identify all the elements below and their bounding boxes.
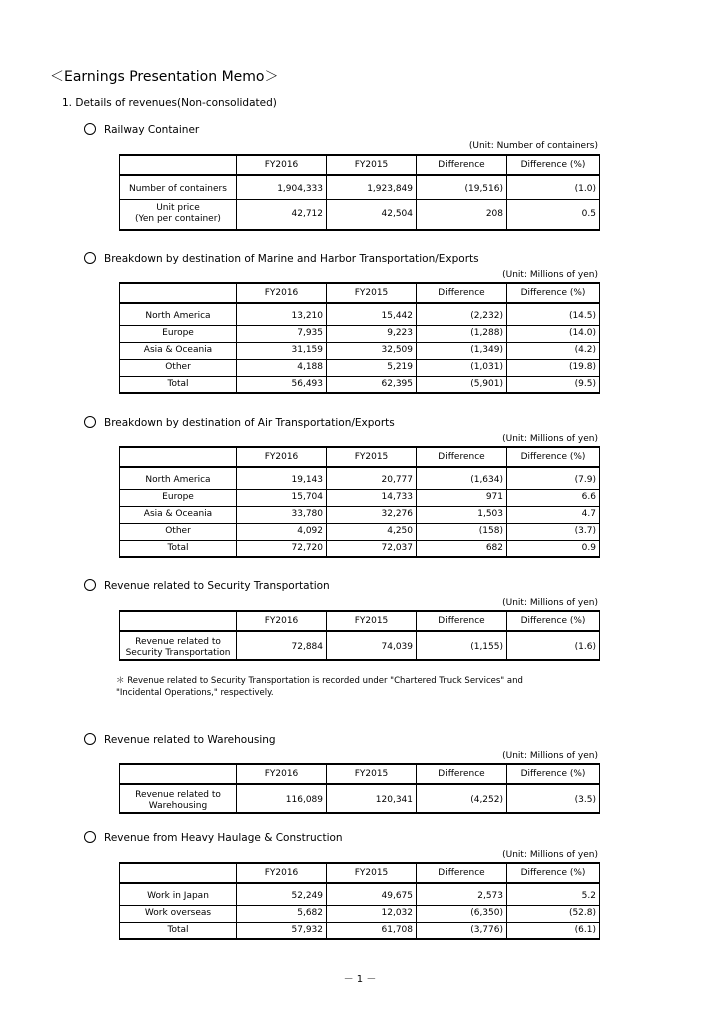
row-label: Number of containers bbox=[120, 180, 237, 199]
value-cell: 61,708 bbox=[327, 922, 417, 939]
value-cell: 6.6 bbox=[507, 489, 600, 506]
table-row bbox=[120, 376, 600, 393]
value-cell: 72,884 bbox=[237, 636, 327, 660]
value-cell: (3,776) bbox=[417, 922, 507, 939]
value-cell: 2,573 bbox=[417, 888, 507, 905]
row-label: North America bbox=[120, 472, 237, 489]
row-label: Revenue related to Warehousing bbox=[120, 789, 237, 813]
value-cell: 52,249 bbox=[237, 888, 327, 905]
value-cell: 62,395 bbox=[327, 376, 417, 393]
value-cell: 31,159 bbox=[237, 342, 327, 359]
railway-heading: Railway Container bbox=[84, 123, 199, 136]
column-header: Difference (%) bbox=[507, 155, 600, 175]
row-label: Asia & Oceania bbox=[120, 506, 237, 523]
row-label: Total bbox=[120, 376, 237, 393]
header-blank-cell bbox=[120, 611, 237, 631]
value-cell: 33,780 bbox=[237, 506, 327, 523]
value-cell: 19,143 bbox=[237, 472, 327, 489]
value-cell: (2,232) bbox=[417, 308, 507, 325]
value-cell: (19,516) bbox=[417, 180, 507, 199]
row-label: Europe bbox=[120, 489, 237, 506]
value-cell: (5,901) bbox=[417, 376, 507, 393]
value-cell: 9,223 bbox=[327, 325, 417, 342]
value-cell: 72,720 bbox=[237, 540, 327, 557]
column-header: FY2015 bbox=[327, 447, 417, 467]
value-cell: 20,777 bbox=[327, 472, 417, 489]
table-row bbox=[120, 523, 600, 540]
heavy-heading: Revenue from Heavy Haulage & Construction bbox=[84, 831, 343, 844]
value-cell: (6,350) bbox=[417, 905, 507, 922]
value-cell: 13,210 bbox=[237, 308, 327, 325]
value-cell: (6.1) bbox=[507, 922, 600, 939]
circle-bullet-icon bbox=[84, 123, 96, 135]
table-row bbox=[120, 180, 600, 199]
value-cell: (3.5) bbox=[507, 789, 600, 813]
heavy-unit: (Unit: Millions of yen) bbox=[502, 850, 598, 860]
value-cell: 116,089 bbox=[237, 789, 327, 813]
value-cell: (1.6) bbox=[507, 636, 600, 660]
table-row bbox=[120, 308, 600, 325]
header-blank-cell bbox=[120, 863, 237, 883]
page-number: － 1 － bbox=[343, 974, 377, 985]
value-cell: (4.2) bbox=[507, 342, 600, 359]
railway-unit: (Unit: Number of containers) bbox=[468, 141, 598, 151]
value-cell: 12,032 bbox=[327, 905, 417, 922]
table-row bbox=[120, 888, 600, 905]
column-header: Difference (%) bbox=[507, 611, 600, 631]
row-label: Europe bbox=[120, 325, 237, 342]
column-header: FY2016 bbox=[237, 155, 327, 175]
table-row bbox=[120, 359, 600, 376]
value-cell: 1,904,333 bbox=[237, 180, 327, 199]
circle-bullet-icon bbox=[84, 416, 96, 428]
security-heading: Revenue related to Security Transportation bbox=[84, 579, 330, 592]
table-row bbox=[120, 342, 600, 359]
value-cell: (14.0) bbox=[507, 325, 600, 342]
row-label: Revenue related to Security Transportation bbox=[120, 636, 237, 660]
table-row bbox=[120, 506, 600, 523]
column-header: FY2015 bbox=[327, 155, 417, 175]
value-cell: (1,634) bbox=[417, 472, 507, 489]
table-row bbox=[120, 489, 600, 506]
header-blank-cell bbox=[120, 764, 237, 784]
value-cell: 4,250 bbox=[327, 523, 417, 540]
warehousing-table bbox=[119, 763, 600, 814]
column-header: Difference (%) bbox=[507, 447, 600, 467]
circle-bullet-icon bbox=[84, 831, 96, 843]
value-cell: 15,704 bbox=[237, 489, 327, 506]
value-cell: (1,288) bbox=[417, 325, 507, 342]
security-unit: (Unit: Millions of yen) bbox=[502, 598, 598, 608]
column-header: Difference bbox=[417, 447, 507, 467]
header-blank-cell bbox=[120, 447, 237, 467]
column-header: FY2016 bbox=[237, 447, 327, 467]
column-header: Difference bbox=[417, 155, 507, 175]
value-cell: 15,442 bbox=[327, 308, 417, 325]
warehousing-heading: Revenue related to Warehousing bbox=[84, 733, 276, 746]
section-subtitle: 1. Details of revenues(Non-consolidated) bbox=[62, 97, 277, 109]
value-cell: 4.7 bbox=[507, 506, 600, 523]
column-header: Difference bbox=[417, 863, 507, 883]
row-label: Unit price (Yen per container) bbox=[120, 199, 237, 230]
column-header: Difference (%) bbox=[507, 283, 600, 303]
value-cell: 74,039 bbox=[327, 636, 417, 660]
header-blank-cell bbox=[120, 155, 237, 175]
value-cell: (1.0) bbox=[507, 180, 600, 199]
value-cell: (14.5) bbox=[507, 308, 600, 325]
column-header: FY2015 bbox=[327, 863, 417, 883]
column-header: Difference (%) bbox=[507, 764, 600, 784]
security-table bbox=[119, 610, 600, 661]
value-cell: 4,092 bbox=[237, 523, 327, 540]
circle-bullet-icon bbox=[84, 252, 96, 264]
row-label: Other bbox=[120, 523, 237, 540]
air-unit: (Unit: Millions of yen) bbox=[502, 434, 598, 444]
value-cell: (9.5) bbox=[507, 376, 600, 393]
value-cell: 32,509 bbox=[327, 342, 417, 359]
page-title: ＜Earnings Presentation Memo＞ bbox=[50, 69, 279, 85]
value-cell: 56,493 bbox=[237, 376, 327, 393]
value-cell: 5,682 bbox=[237, 905, 327, 922]
value-cell: 42,712 bbox=[237, 199, 327, 230]
column-header: FY2015 bbox=[327, 764, 417, 784]
row-label: Other bbox=[120, 359, 237, 376]
value-cell: (158) bbox=[417, 523, 507, 540]
column-header: Difference (%) bbox=[507, 863, 600, 883]
column-header: Difference bbox=[417, 283, 507, 303]
column-header: Difference bbox=[417, 611, 507, 631]
column-header: FY2016 bbox=[237, 764, 327, 784]
value-cell: 971 bbox=[417, 489, 507, 506]
value-cell: (19.8) bbox=[507, 359, 600, 376]
value-cell: (1,349) bbox=[417, 342, 507, 359]
value-cell: 208 bbox=[417, 199, 507, 230]
value-cell: 120,341 bbox=[327, 789, 417, 813]
table-row bbox=[120, 325, 600, 342]
column-header: FY2016 bbox=[237, 283, 327, 303]
heavy-table bbox=[119, 862, 600, 940]
value-cell: 72,037 bbox=[327, 540, 417, 557]
value-cell: (1,155) bbox=[417, 636, 507, 660]
row-label: Asia & Oceania bbox=[120, 342, 237, 359]
column-header: FY2015 bbox=[327, 283, 417, 303]
header-blank-cell bbox=[120, 283, 237, 303]
value-cell: (3.7) bbox=[507, 523, 600, 540]
marine-heading: Breakdown by destination of Marine and Harbor Transportation/Exports bbox=[84, 252, 479, 265]
value-cell: 5,219 bbox=[327, 359, 417, 376]
value-cell: 4,188 bbox=[237, 359, 327, 376]
warehousing-unit: (Unit: Millions of yen) bbox=[502, 751, 598, 761]
value-cell: 7,935 bbox=[237, 325, 327, 342]
column-header: Difference bbox=[417, 764, 507, 784]
marine-table bbox=[119, 282, 600, 394]
row-label: Work overseas bbox=[120, 905, 237, 922]
row-label: Total bbox=[120, 922, 237, 939]
value-cell: 57,932 bbox=[237, 922, 327, 939]
value-cell: 1,503 bbox=[417, 506, 507, 523]
marine-unit: (Unit: Millions of yen) bbox=[502, 270, 598, 280]
circle-bullet-icon bbox=[84, 733, 96, 745]
table-row bbox=[120, 540, 600, 557]
table-row bbox=[120, 789, 600, 813]
table-row bbox=[120, 472, 600, 489]
value-cell: 1,923,849 bbox=[327, 180, 417, 199]
value-cell: 32,276 bbox=[327, 506, 417, 523]
value-cell: 5.2 bbox=[507, 888, 600, 905]
value-cell: 0.9 bbox=[507, 540, 600, 557]
value-cell: (7.9) bbox=[507, 472, 600, 489]
value-cell: 14,733 bbox=[327, 489, 417, 506]
row-label: Work in Japan bbox=[120, 888, 237, 905]
railway-table bbox=[119, 154, 600, 231]
column-header: FY2015 bbox=[327, 611, 417, 631]
value-cell: (4,252) bbox=[417, 789, 507, 813]
row-label: North America bbox=[120, 308, 237, 325]
table-row bbox=[120, 199, 600, 230]
circle-bullet-icon bbox=[84, 579, 96, 591]
value-cell: (1,031) bbox=[417, 359, 507, 376]
column-header: FY2016 bbox=[237, 863, 327, 883]
value-cell: (52.8) bbox=[507, 905, 600, 922]
air-heading: Breakdown by destination of Air Transportation/Exports bbox=[84, 416, 395, 429]
table-row bbox=[120, 905, 600, 922]
row-label: Total bbox=[120, 540, 237, 557]
value-cell: 682 bbox=[417, 540, 507, 557]
column-header: FY2016 bbox=[237, 611, 327, 631]
value-cell: 42,504 bbox=[327, 199, 417, 230]
table-row bbox=[120, 922, 600, 939]
value-cell: 49,675 bbox=[327, 888, 417, 905]
value-cell: 0.5 bbox=[507, 199, 600, 230]
air-table bbox=[119, 446, 600, 558]
table-row bbox=[120, 636, 600, 660]
security-footnote: ＊ Revenue related to Security Transportation is recorded under "Chartered Truck Services" and "Incidental Operations," respectively. bbox=[116, 676, 523, 698]
